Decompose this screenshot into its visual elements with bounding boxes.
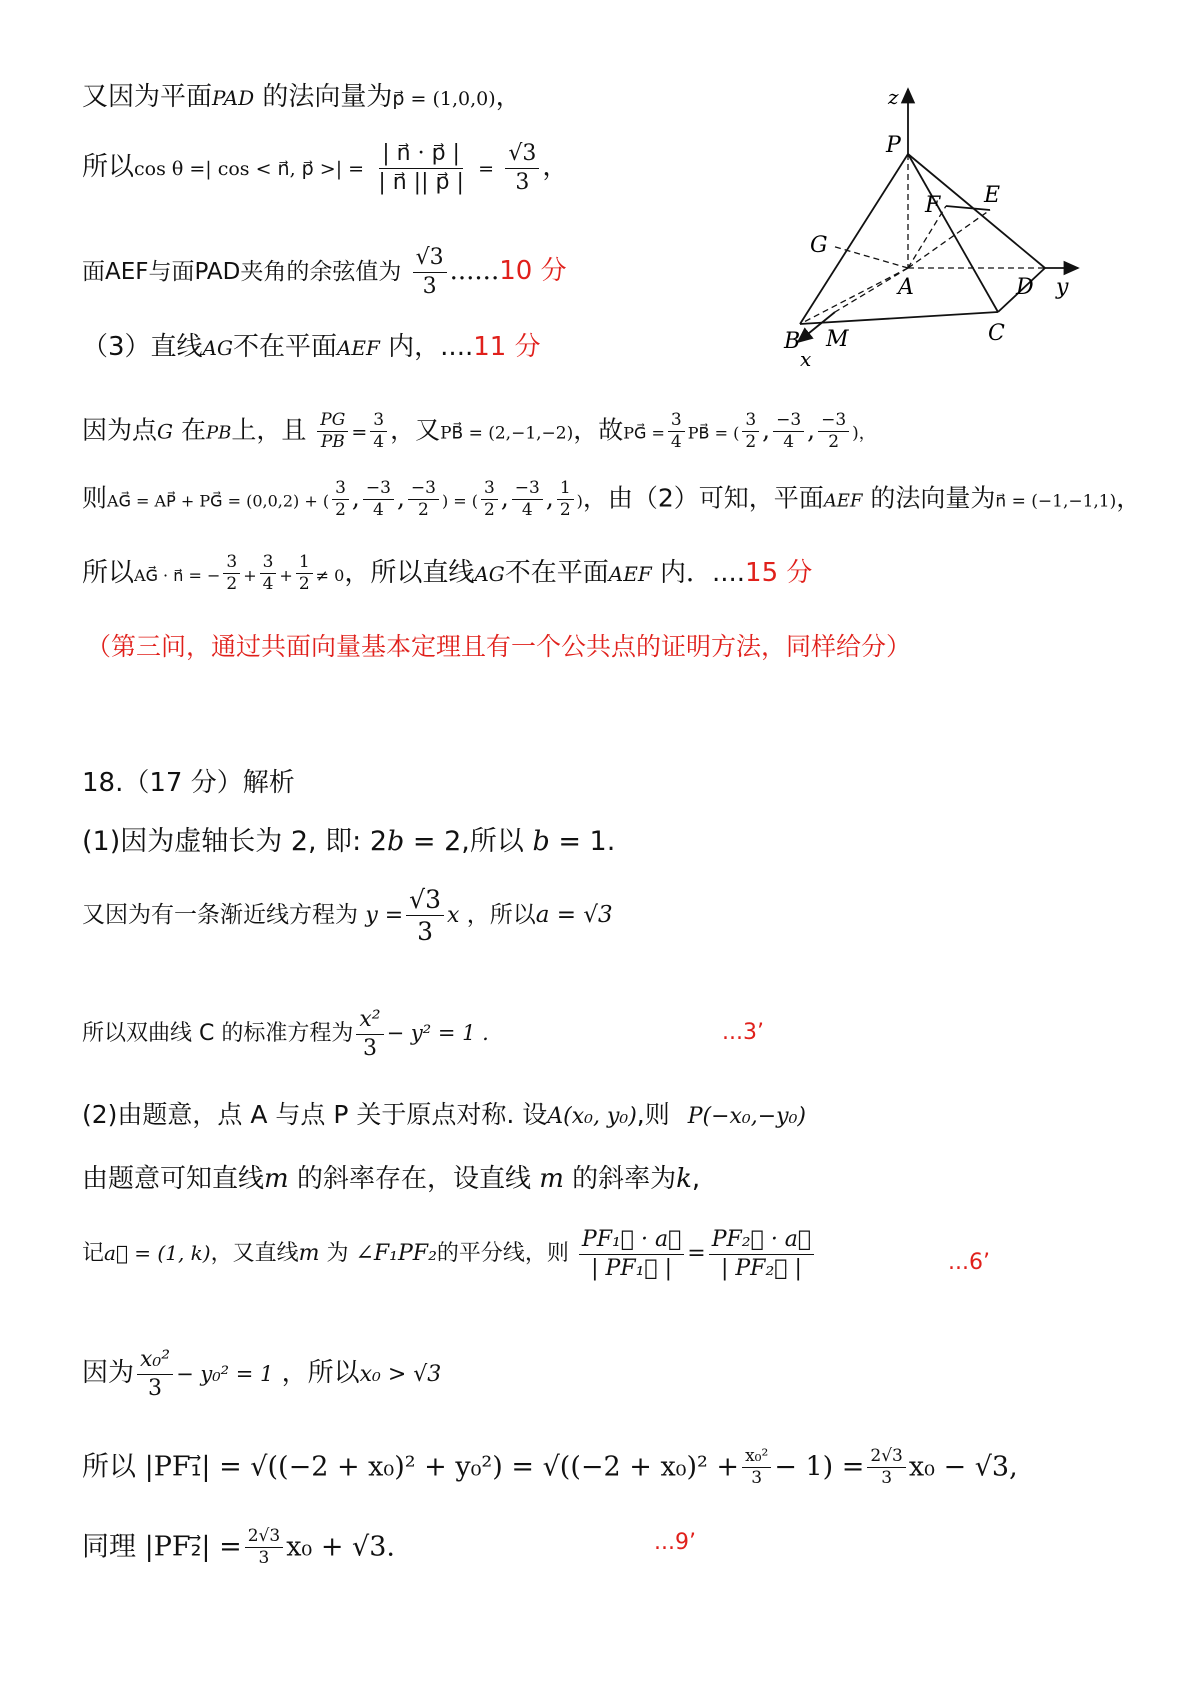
math-y: y = (365, 902, 404, 928)
equals: = (351, 421, 368, 444)
label-p: P (886, 133, 901, 158)
numerator: √3 (406, 884, 444, 916)
fraction-sqrt3-3 (406, 884, 444, 948)
text: 所以双曲线 C 的标准方程为 (82, 1021, 354, 1046)
text: (2)由题意，点 A 与点 P 关于原点对称. 设 (82, 1100, 548, 1129)
label-a: A (898, 275, 914, 300)
fraction (512, 478, 543, 522)
score-3: ...3’ (722, 1020, 764, 1045)
dots: ...... (449, 256, 500, 286)
text: − 1) = (774, 1451, 865, 1483)
numerator: −3 (408, 478, 439, 500)
fraction (818, 410, 849, 454)
text: 又因为有一条渐近线方程为 (82, 901, 358, 928)
math-ag-dot: AG⃗ · n⃗ = − (134, 565, 221, 585)
z-axis-label: z (888, 85, 899, 109)
numerator: PF₂⃗ · a⃗ (709, 1226, 814, 1255)
math-g: G (157, 419, 173, 444)
text: 为 (326, 1241, 349, 1266)
fraction-x02-3 (742, 1446, 771, 1490)
fraction (296, 552, 313, 596)
text: ， (542, 152, 569, 182)
math-pg: PG⃗ = (623, 423, 665, 443)
math-vector: p⃗ = (1,0,0) (392, 88, 496, 110)
math-plane: PAD (212, 86, 255, 110)
fraction-pf2 (709, 1226, 814, 1282)
math-a: a = √3 (535, 901, 613, 928)
numerator: −3 (512, 478, 543, 500)
denominator: 2 (418, 500, 429, 521)
denominator: 4 (783, 432, 795, 453)
text: 因为点 (82, 415, 158, 445)
note-alternative-method: （第三问，通过共面向量基本定理且有一个公共点的证明方法，同样给分） (86, 632, 912, 661)
text: 记 (82, 1241, 105, 1266)
fraction-2sqrt3-3 (245, 1526, 283, 1570)
line-18-slope (82, 1164, 700, 1195)
denominator: PB (320, 432, 345, 453)
fraction (223, 552, 240, 596)
text: 由题意可知直线 (82, 1164, 265, 1194)
fraction-3-4b (668, 410, 685, 454)
line-ag-vector: 则AG⃗ = AP⃗ + PG⃗ = (0,0,2) + ( $\frac{3}{2}$ , $\frac{-3}{4}$ , $\frac{-3}{2}$ ) = ( $\frac{3}{2}$ , $\frac{-3}{4}$ , $\frac{1}{2}$ )，由（2）可知，平面AEF 的法向量为n⃗ = (−1,−1,1)， (82, 478, 1142, 521)
math-p-point: P(−x₀,−y₀) (687, 1104, 807, 1129)
math-ag-expr: AG⃗ = AP⃗ + PG⃗ = (0,0,2) + ( (107, 491, 330, 511)
edge-pc (908, 154, 1001, 312)
denominator: 4 (372, 500, 384, 521)
text: ，所以 (281, 1358, 360, 1388)
text: （3）直线 (82, 332, 203, 362)
numerator: PG (317, 410, 348, 432)
edge-ab (800, 268, 908, 324)
equals: = (687, 1241, 706, 1266)
math-b: b (532, 826, 550, 857)
numerator: 3 (742, 410, 759, 432)
text: 上，且 (231, 415, 307, 445)
numerator: −3 (818, 410, 849, 432)
pyramid-figure (780, 84, 1080, 374)
denominator: 3 (362, 1035, 377, 1061)
math-ineq: x₀ > √3 (359, 1362, 442, 1387)
fraction (363, 478, 394, 522)
numerator: x₀² (742, 1446, 771, 1468)
numerator: 1 (296, 552, 313, 574)
line-18-x0-bound (82, 1346, 441, 1402)
denominator: 2 (226, 574, 238, 595)
numerator: √3 (413, 244, 447, 273)
numerator: PF₁⃗ · a⃗ (579, 1226, 684, 1255)
text: 不在平面 (232, 332, 337, 362)
numerator: 3 (370, 410, 387, 432)
denominator: 3 (881, 1468, 893, 1489)
label-e: E (984, 183, 1001, 208)
text: ，又 (390, 415, 441, 445)
fraction-sqrt3-3 (413, 244, 447, 300)
text: 在 (180, 415, 206, 445)
numerator: x² (356, 1006, 383, 1035)
denominator: 4 (373, 432, 385, 453)
fraction (408, 478, 439, 522)
text: ，所以 (466, 901, 536, 928)
label-f: F (925, 193, 941, 218)
fraction-x2-3 (356, 1006, 383, 1062)
math-x: x (447, 902, 460, 928)
math-pf1-expr: |PF₁⃗| = √((−2 + x₀)² + y₀²) = √((−2 + x₀)² + (144, 1451, 740, 1483)
denominator: 2 (559, 500, 571, 521)
label-g: G (810, 233, 828, 258)
score-11: 11 分 (473, 332, 541, 362)
text: ,则 (636, 1100, 670, 1129)
line-part3-claim (82, 332, 541, 363)
text: 所以 (82, 1451, 136, 1483)
math-m: m (298, 1241, 320, 1266)
math-rest: − y₀² = 1 (176, 1362, 274, 1386)
text: 的平分线，则 (436, 1241, 569, 1266)
text: + (243, 565, 257, 585)
text: 的斜率为 (572, 1164, 677, 1194)
fraction (742, 410, 759, 454)
y-axis-label: y (1056, 275, 1069, 300)
numerator: 2√3 (867, 1446, 905, 1468)
denominator: 3 (515, 169, 530, 195)
math-ag: AG (202, 336, 233, 360)
denominator: 2 (828, 432, 840, 453)
numerator: 2√3 (245, 1526, 283, 1548)
line-angle-cosine (82, 244, 567, 300)
line-point-g: 因为点G 在PB上，且 $\frac{PG}{PB}$ = $\frac{3}{4}$ ，又PB⃗ = (2,−1,−2)，故PG⃗ = $\frac{3}{4}$ PB⃗ = ( $\frac{3}{2}$ , $\frac{-3}{4}$ , $\frac{-3}{2}$ )， (82, 410, 876, 453)
math-m: m (264, 1164, 289, 1194)
numerator: x₀² (137, 1346, 173, 1375)
denominator: 2 (298, 574, 310, 595)
fraction (332, 478, 349, 522)
text: 的法向量为 (262, 82, 393, 112)
math-aef: AEF (336, 336, 380, 360)
text: ， (1116, 483, 1142, 513)
fraction-np (375, 140, 467, 196)
numerator: −3 (773, 410, 804, 432)
numerator: 3 (481, 478, 498, 500)
numerator: 3 (332, 478, 349, 500)
math-a-point: A(x₀, y₀) (547, 1104, 637, 1129)
line-18-pf2 (82, 1526, 395, 1570)
score-9: ...9’ (654, 1530, 696, 1555)
text: ≠ 0 (315, 565, 345, 585)
line-cos-theta (82, 140, 568, 196)
fraction-x02-3 (137, 1346, 173, 1402)
line-18-asymptote (82, 884, 613, 948)
text: 又因为平面 (82, 82, 213, 112)
text: ， (495, 82, 522, 112)
math-m: m (539, 1164, 564, 1194)
line-normal-vector-pad (82, 82, 522, 113)
denominator: 4 (521, 500, 533, 521)
denominator: 4 (262, 574, 274, 595)
x-axis-label: x (800, 347, 812, 371)
numerator: 3 (668, 410, 685, 432)
fraction-2sqrt3-3 (867, 1446, 905, 1490)
label-m: M (826, 327, 849, 352)
denominator: | PF₂⃗ | (720, 1255, 802, 1281)
numerator: −3 (363, 478, 394, 500)
text: x₀ − √3, (908, 1451, 1018, 1483)
text: ，故 (573, 415, 624, 445)
score-15: 15 分 (745, 557, 813, 588)
text: x₀ + √3. (286, 1531, 395, 1563)
math-ag: AG (474, 561, 505, 586)
denominator: 2 (335, 500, 346, 521)
section-18-header: 18.（17 分）解析 (82, 768, 295, 798)
math-cos: cos θ =| cos < n⃗, p⃗ >| = (134, 158, 365, 180)
math-pb-c: PB⃗ = ( (687, 423, 740, 443)
text: 面AEF与面PAD夹角的余弦值为 (82, 259, 402, 285)
text: ，所以直线 (344, 557, 475, 588)
fraction (260, 552, 277, 596)
line-18-part2 (82, 1100, 806, 1130)
math-pb-vector: PB⃗ = (2,−1,−2) (440, 423, 574, 444)
text: 所以 (82, 152, 135, 182)
text: ) = ( (441, 491, 479, 511)
text: ) (576, 491, 583, 511)
math-k: k (676, 1164, 692, 1194)
text: = 2,所以 (404, 826, 533, 857)
text: 同理 (82, 1531, 136, 1563)
denominator: | n⃗ || p⃗ | (378, 169, 464, 195)
math-pb: PB (205, 422, 232, 444)
denominator: 2 (484, 500, 495, 521)
denominator: | PF₁⃗ | (591, 1255, 673, 1281)
fraction (557, 478, 574, 522)
denominator: 4 (670, 432, 682, 453)
text: ，又直线 (210, 1241, 299, 1266)
text: ，由（2）可知，平面 (582, 483, 824, 513)
math-rest: − y² = 1 . (386, 1021, 489, 1045)
line-18-bisector (82, 1226, 817, 1282)
fraction-pf1 (579, 1226, 684, 1282)
fraction (773, 410, 804, 454)
math-pf2-expr: |PF₂⃗| = (144, 1531, 242, 1563)
line-18-1 (82, 826, 615, 858)
label-c: C (988, 321, 1005, 346)
math-aef: AEF (823, 490, 863, 512)
text: , (691, 1164, 701, 1194)
math-angle: ∠F₁PF₂ (355, 1241, 437, 1266)
denominator: 3 (258, 1548, 270, 1569)
text: )， (852, 423, 876, 444)
line-ag-dot-n (82, 552, 812, 596)
text: (1)因为虚轴长为 2, 即: 2 (82, 826, 388, 857)
text: 因为 (82, 1358, 135, 1388)
denominator: 3 (417, 917, 434, 947)
equals: = (478, 158, 495, 180)
text: 的法向量为 (870, 483, 996, 513)
math-b: b (387, 826, 405, 857)
label-b: B (784, 329, 801, 354)
text: 不在平面 (504, 557, 609, 588)
fraction-pg-pb (317, 410, 348, 454)
numerator: √3 (505, 140, 539, 169)
text: 内，.... (388, 332, 474, 362)
numerator: 3 (260, 552, 277, 574)
edge-bc (800, 312, 998, 324)
numerator: 3 (223, 552, 240, 574)
fraction (481, 478, 498, 522)
numerator: | n⃗ · p⃗ | (379, 140, 463, 169)
denominator: 3 (148, 1375, 163, 1401)
text: = 1. (549, 826, 616, 857)
math-aef: AEF (608, 561, 652, 586)
denominator: 2 (745, 432, 757, 453)
fraction-sqrt3-3 (505, 140, 539, 196)
text: 所以 (82, 557, 135, 588)
fraction-3-4 (370, 410, 387, 454)
text: 则 (82, 483, 108, 513)
score-10: 10 分 (499, 256, 567, 286)
line-18-pf1 (82, 1446, 1018, 1490)
math-normal-n: n⃗ = (−1,−1,1) (995, 491, 1117, 512)
edge-ae (908, 210, 990, 268)
denominator: 3 (751, 1468, 763, 1489)
text: 的斜率存在，设直线 (296, 1164, 531, 1194)
line-18-standard-eq (82, 1006, 489, 1062)
text: 内．.... (659, 557, 746, 588)
label-d: D (1016, 275, 1034, 300)
text: + (279, 565, 293, 585)
score-6: ...6’ (948, 1250, 990, 1275)
math-a-vector: a⃗ = (1, k) (104, 1241, 211, 1265)
denominator: 3 (422, 273, 437, 299)
numerator: 1 (557, 478, 574, 500)
